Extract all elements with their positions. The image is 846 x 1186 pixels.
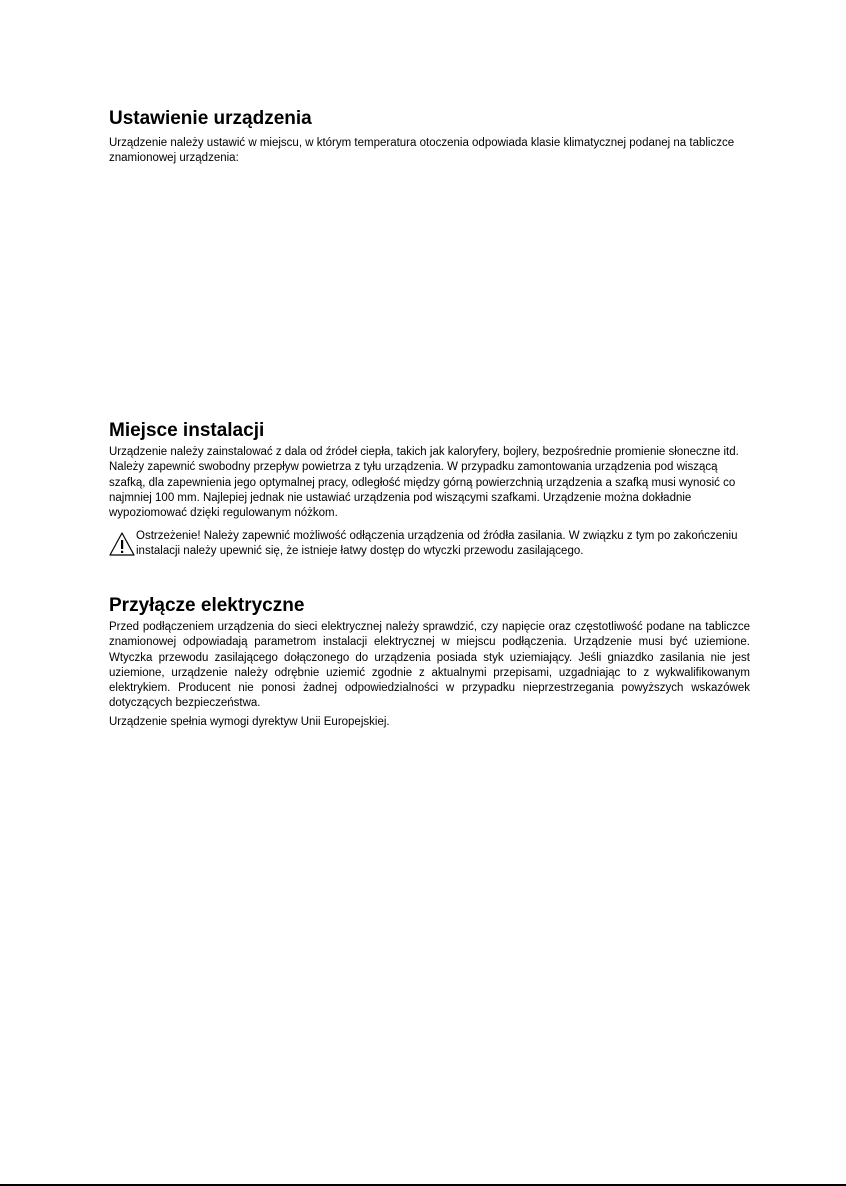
- placement-paragraph: Urządzenie należy ustawić w miejscu, w którym temperatura otoczenia odpowiada klasie klimatycznej podanej na tabliczce znamionowej urządzenia:: [109, 137, 735, 165]
- electrical-paragraph: Przed podłączeniem urządzenia do sieci elektrycznej należy sprawdzić, czy napięcie oraz częstotliwość podane na tabliczce znamionowej odpowiadają parametrom instalacji elektrycznej w miejscu podłączenia. Urządzenie musi być uziemione. Wtyczka przewodu zasilającego dołączonego do urządzenia posiada styk uziemiający. Jeśli gniazdko zasilania nie jest uziemione, urządzenie należy odrębnie uziemić zgodnie z aktualnymi przepisami, uzgadniając to z wykwalifikowanym elektrykiem. Producent nie ponosi żadnej odpowiedzialności w przypadku nieprzestrzegania powyższych wskazówek dotyczących bezpieczeństwa.: [109, 621, 750, 710]
- installation-heading: Miejsce instalacji: [109, 420, 265, 441]
- warning-triangle-icon: [109, 531, 136, 557]
- electrical-heading: Przyłącze elektryczne: [109, 595, 305, 616]
- warning-text: Ostrzeżenie! Należy zapewnić możliwość odłączenia urządzenia od źródła zasilania. W związku z tym po zakończeniu instalacji należy upewnić się, że istnieje łatwy dostęp do wtyczki przewodu zasilającego.: [136, 530, 738, 558]
- installation-paragraph: Urządzenie należy zainstalować z dala od źródeł ciepła, takich jak kaloryfery, bojlery, bezpośrednie promienie słoneczne itd. Należy zapewnić swobodny przepływ powietrza z tyłu urządzenia. W przypadku zamontowania urządzenia pod wiszącą szafką, dla zapewnienia jego optymalnej pracy, odległość między górną powierzchnią urządzenia a szafką musi wynosić co najmniej 100 mm. Najlepiej jednak nie ustawiać urządzenia pod wiszącymi szafkami. Urządzenie można dokładnie wypoziomować dzięki regulowanym nóżkom.: [109, 446, 739, 520]
- compliance-note: Urządzenie spełnia wymogi dyrektyw Unii Europejskiej.: [109, 716, 390, 728]
- warning-notice: [109, 529, 750, 563]
- placement-heading: Ustawienie urządzenia: [109, 108, 312, 129]
